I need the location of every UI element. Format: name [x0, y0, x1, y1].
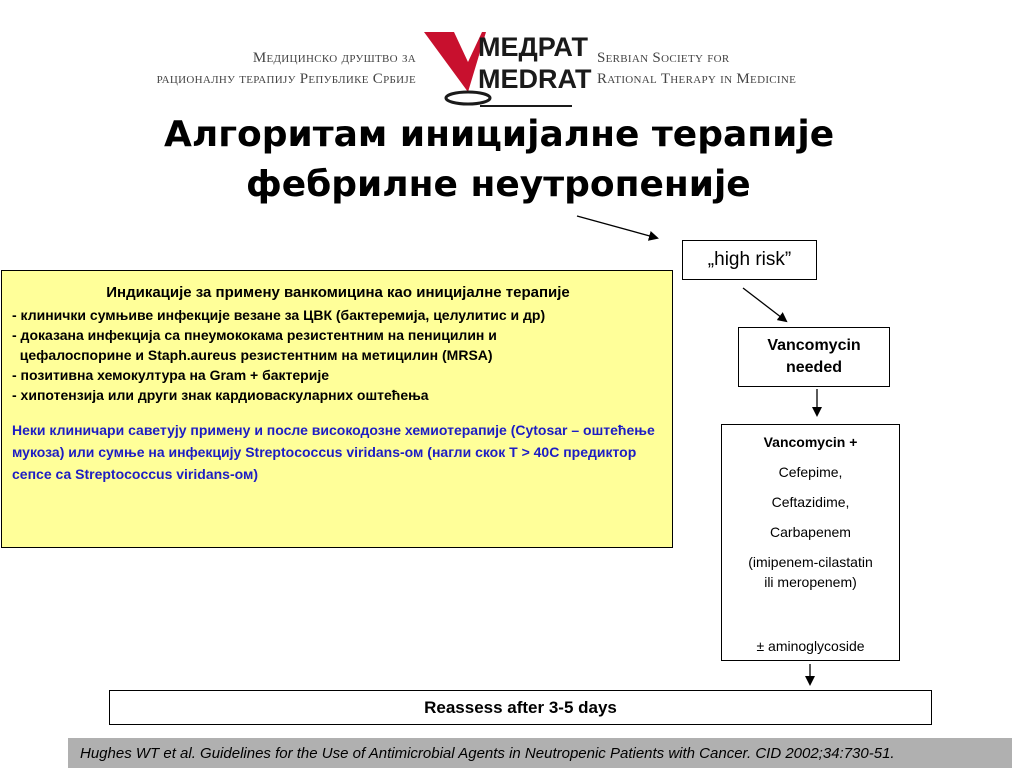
- vancomycin-needed-line2: needed: [785, 359, 842, 376]
- regimen-line: ili meropenem): [764, 574, 857, 590]
- logo-text-top: МЕДРАТ: [478, 32, 589, 62]
- regimen-line: Ceftazidime,: [771, 494, 850, 510]
- logo-text-bottom: MEDRAT: [478, 64, 592, 94]
- indication-item: - позитивна хемокултура на Gram + бактерије: [12, 367, 330, 383]
- antibiotic-regimen-box: [721, 424, 900, 661]
- indication-item: - хипотензија или други знак кардиоваскуларних оштећења: [12, 387, 429, 403]
- reassess-box: Reassess after 3-5 days: [109, 690, 932, 725]
- society-name-english-line1: Serbian Society for: [597, 50, 730, 66]
- vancomycin-needed-box: [738, 327, 890, 387]
- medrat-logo: [420, 22, 592, 112]
- citation-footer: Hughes WT et al. Guidelines for the Use of Antimicrobial Agents in Neutropenic Patients with Cancer. CID 2002;34:730-51.: [68, 738, 1012, 768]
- indication-item: - доказана инфекција са пнеумококама резистентним на пеницилин и цефалоспорине и Staph.aureus резистентним на метицилин (MRSA): [12, 327, 497, 363]
- page-title-line1: Алгоритам иницијалне терапије: [164, 114, 835, 155]
- page-title-line2: фебрилне неутропеније: [246, 164, 751, 205]
- page-title: [150, 110, 950, 210]
- society-name-serbian: [60, 48, 416, 90]
- indications-title: Индикације за примену ванкомицина као иницијалне терапије: [106, 284, 570, 301]
- regimen-line: Cefepime,: [778, 464, 843, 480]
- arrow-high-risk-to-vancomycin: [743, 288, 786, 321]
- indication-item: - клинички сумњиве инфекције везане за ЦВК (бактеремија, целулитис и др): [12, 307, 546, 323]
- logo-ring: [446, 92, 490, 104]
- vancomycin-needed-line1: Vancomycin: [767, 337, 861, 354]
- regimen-line: ± aminoglycoside: [756, 638, 865, 654]
- society-name-serbian-line1: Медицинско друштво за: [252, 50, 416, 66]
- regimen-line: (imipenem-cilastatin: [748, 554, 873, 570]
- high-risk-box: „high risk”: [682, 240, 817, 280]
- vancomycin-indications-box: [1, 270, 673, 548]
- indications-note: Неки клиничари саветују примену и после високодозне хемиотерапије (Cytosar – оштећење мукоза) или сумње на инфекцију Streptococcus viridans-ом (нагли скок Т > 40C предиктор сепсе са Streptococcus viridans-ом): [12, 422, 655, 482]
- regimen-line: Vancomycin +: [763, 434, 858, 450]
- society-name-serbian-line2: рационалну терапију Републике Србије: [156, 71, 416, 87]
- logo-red-chevron: [424, 32, 486, 92]
- arrow-title-to-high-risk: [577, 216, 657, 238]
- regimen-line: Carbapenem: [770, 524, 851, 540]
- society-name-english: [597, 48, 917, 90]
- society-name-english-line2: Rational Therapy in Medicine: [597, 71, 797, 87]
